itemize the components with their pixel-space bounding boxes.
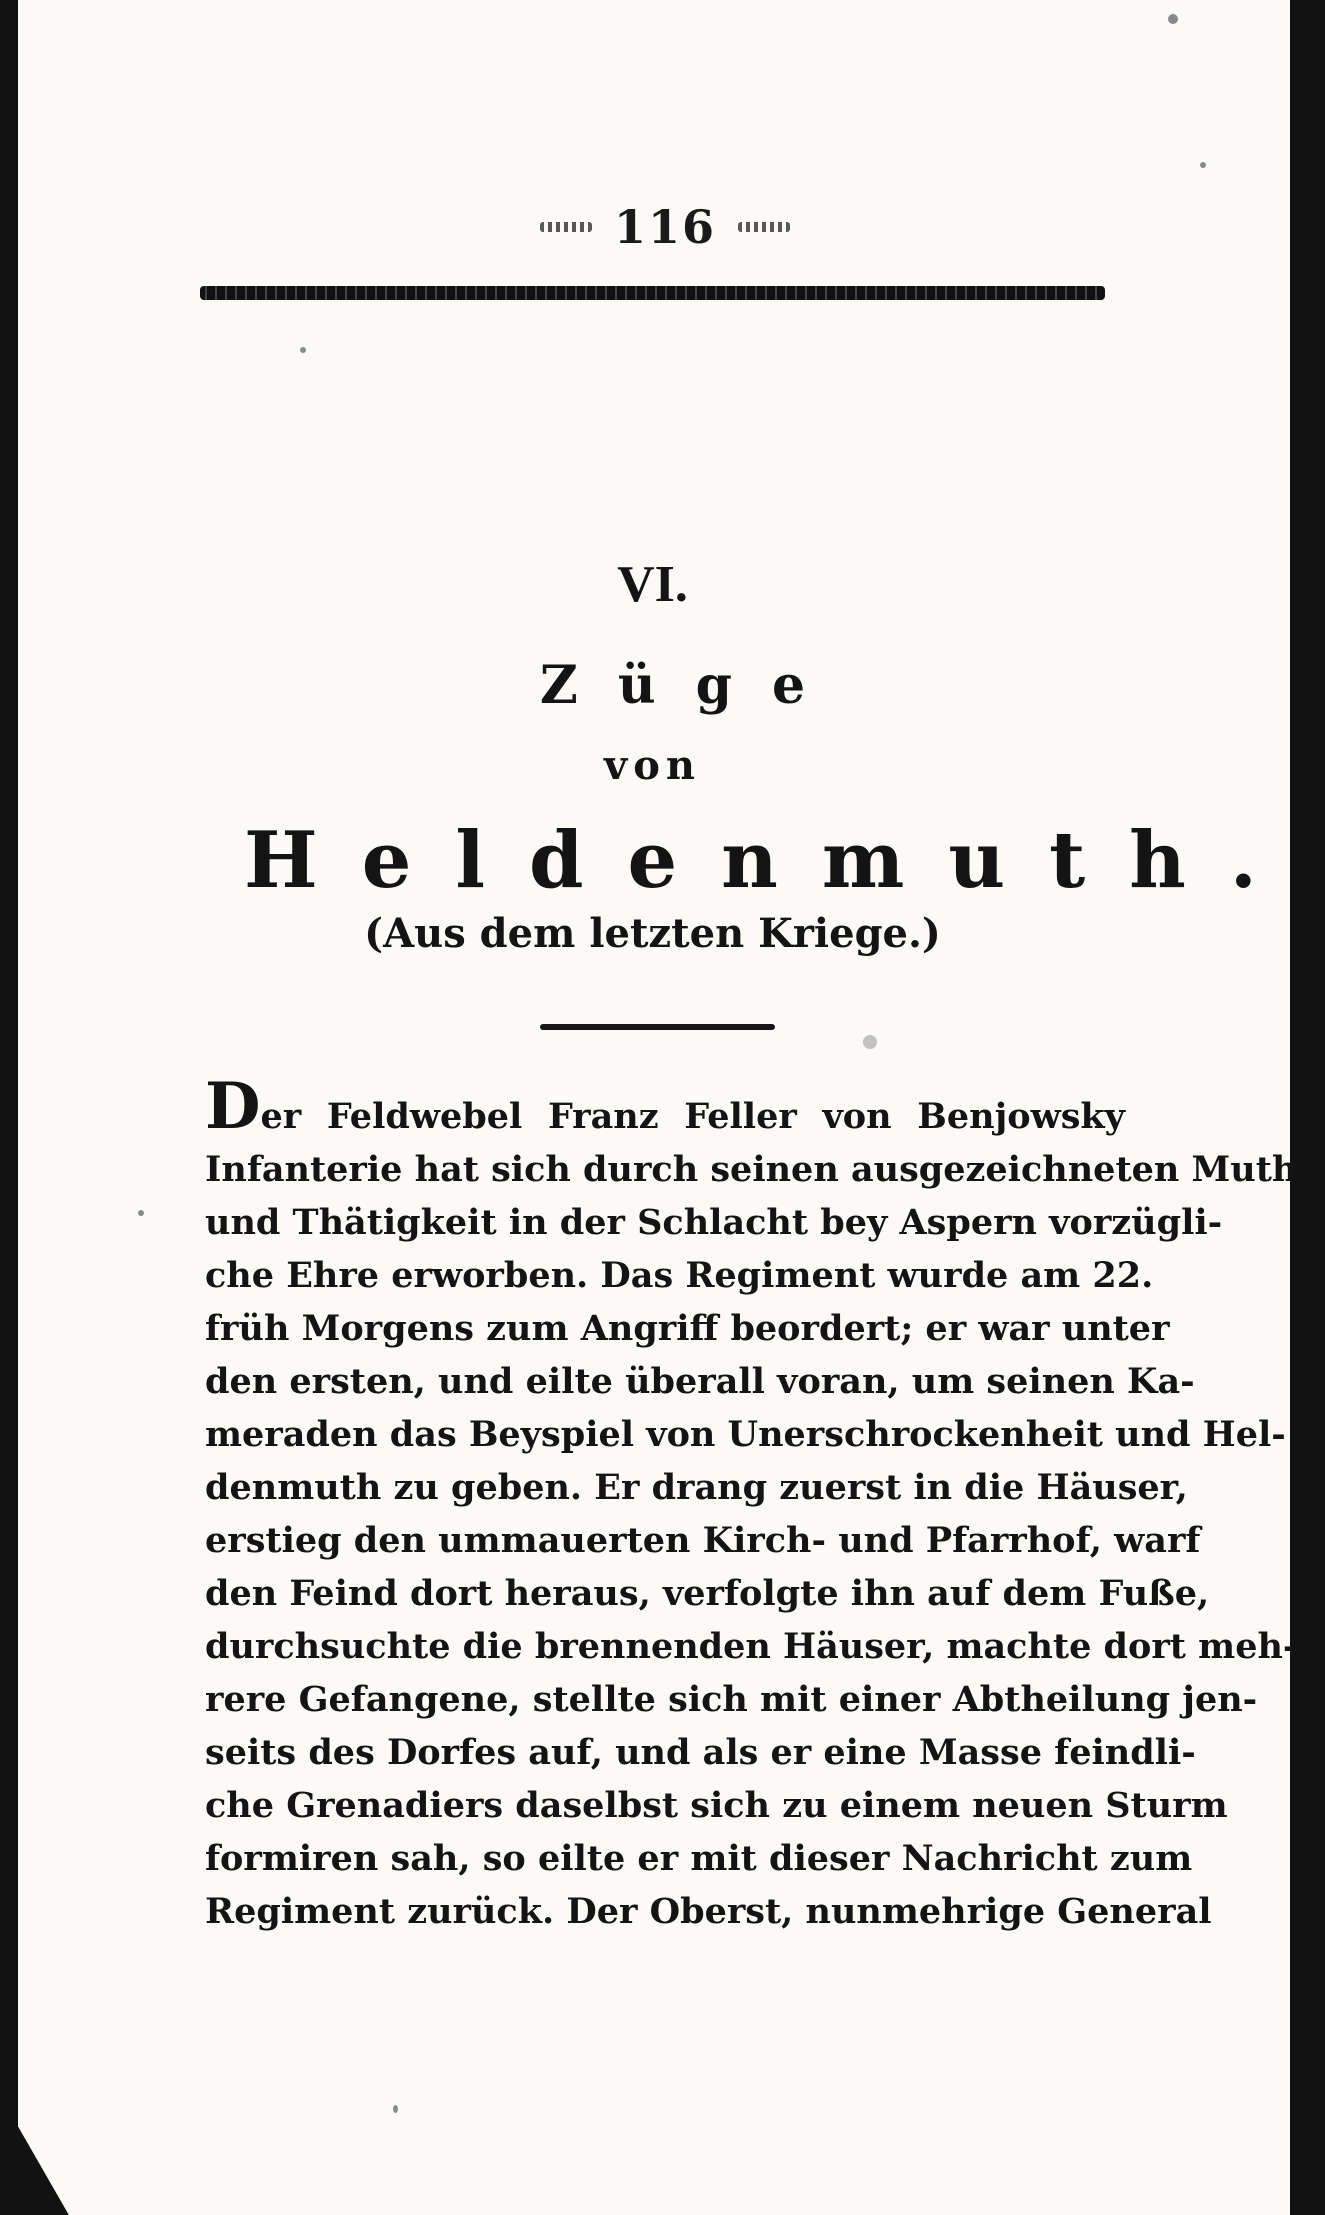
text-line: meraden das Beyspiel von Unerschrockenheit und Hel- bbox=[205, 1414, 1286, 1455]
paper-speck bbox=[863, 1035, 877, 1049]
chapter-title-line-2: Heldenmuth. bbox=[244, 815, 1301, 906]
page-header bbox=[515, 200, 815, 254]
paper-speck bbox=[1168, 14, 1178, 24]
paper-speck bbox=[1200, 162, 1206, 168]
text-line: formiren sah, so eilte er mit dieser Nachricht zum bbox=[205, 1838, 1193, 1879]
text-line: che Grenadiers daselbst sich zu einem neuen Sturm bbox=[205, 1785, 1228, 1826]
text-line: rere Gefangene, stellte sich mit einer Abtheilung jen- bbox=[205, 1679, 1258, 1720]
text-line: che Ehre erworben. Das Regiment wurde am 22. bbox=[205, 1255, 1154, 1296]
text-line: denmuth zu geben. Er drang zuerst in die Häuser, bbox=[205, 1467, 1188, 1508]
text-line: den Feind dort heraus, verfolgte ihn auf dem Fuße, bbox=[205, 1573, 1210, 1614]
header-flourish-right bbox=[738, 222, 790, 232]
text-line: den ersten, und eilte überall voran, um seinen Ka- bbox=[205, 1361, 1195, 1402]
chapter-title-line-1: Züge bbox=[539, 655, 846, 716]
text-line: Regiment zurück. Der Oberst, nunmehrige General bbox=[205, 1891, 1212, 1932]
text-line: Infanterie hat sich durch seinen ausgezeichneten Muth bbox=[205, 1149, 1298, 1190]
text-line: seits des Dorfes auf, und als er eine Masse feindli- bbox=[205, 1732, 1196, 1773]
paper-speck bbox=[138, 1210, 144, 1216]
page-number: 116 bbox=[613, 200, 717, 254]
drop-cap: D bbox=[205, 1069, 261, 1144]
chapter-subtitle: (Aus dem letzten Kriege.) bbox=[364, 910, 941, 957]
paper-speck bbox=[393, 2105, 398, 2113]
text-line-content: er Feldwebel Franz Feller von Benjowsky bbox=[260, 1096, 1125, 1137]
text-line: früh Morgens zum Angriff beordert; er war unter bbox=[205, 1308, 1170, 1349]
chapter-number: VI. bbox=[617, 556, 688, 613]
header-flourish-left bbox=[540, 222, 592, 232]
paper-speck bbox=[300, 347, 306, 353]
text-line: erstieg den ummauerten Kirch- und Pfarrhof, warf bbox=[205, 1520, 1201, 1561]
section-rule bbox=[540, 1024, 775, 1030]
text-line: und Thätigkeit in der Schlacht bey Aspern vorzügli- bbox=[205, 1202, 1223, 1243]
text-line: durchsuchte die brennenden Häuser, machte dort meh- bbox=[205, 1626, 1298, 1667]
chapter-title-connector: von bbox=[603, 742, 701, 789]
text-line bbox=[205, 1069, 1125, 1144]
header-rule bbox=[200, 286, 1105, 300]
body-text bbox=[205, 1069, 1298, 1938]
